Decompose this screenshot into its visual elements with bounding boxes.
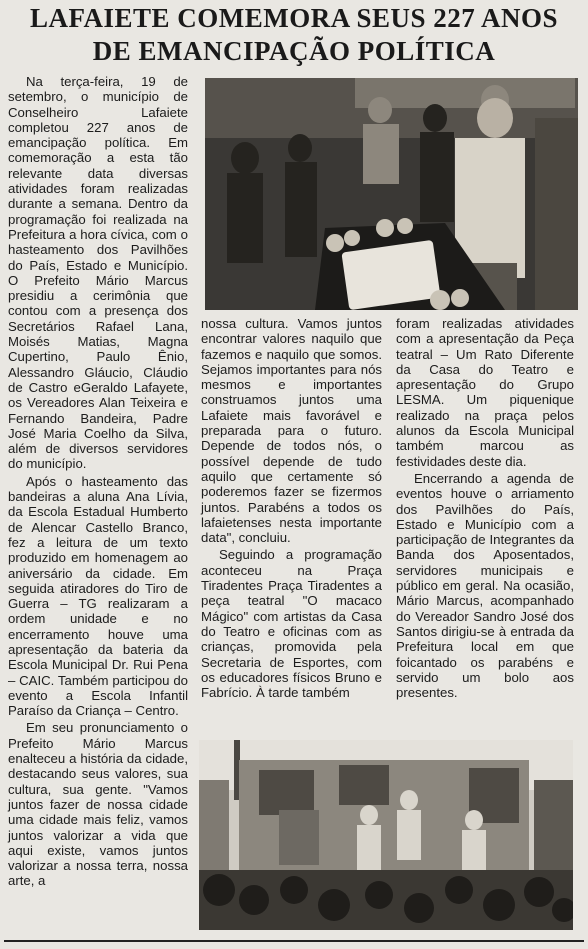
col2-paragraph-1: nossa cultura. Vamos juntos encontrar valores naquilo que fazemos e naquilo que somos. Sejamos importantes para nós mesmos e importantes construamos juntos uma Lafaiete mais favorável e preparada para o futuro. Depende de todos nós, o possível depende de tudo aquilo que certamente só poderemos fazer se fizermos juntos. Parabéns a todos os lafaietenses nesta importante data", concluiu. [201,316,382,546]
article-column-1 [8,74,188,926]
col1-paragraph-2: Após o hasteamento das bandeiras a aluna Ana Lívia, da Escola Estadual Humberto de Alencar Castello Branco, fez a leitura de um texto produzido em homenagem ao aniversário da cidade. Em seguida atiradores do Tiro de Guerra – TG realizaram a ordem unidade e no encerramento houve uma apresentação da bateria da Escola Municipal Dr. Rui Pena – CAIC. Também participou do evento a Escola Infantil Paraíso da Criança – Centro. [8,473,188,719]
page-bottom-rule [4,940,584,942]
theater-play-photo [199,740,573,930]
headline-line-2: DE EMANCIPAÇÃO POLÍTICA [92,36,496,66]
article-headline [8,2,580,68]
cake-celebration-photo [205,78,578,310]
headline-line-1: LAFAIETE COMEMORA SEUS 227 ANOS [29,3,559,33]
col3-paragraph-2: Encerrando a agenda de eventos houve o arriamento dos Pavilhões do País, Estado e Município com a participação de Integrantes da Banda dos Aposentados, servidores municipais e público em geral. Na ocasião, Mário Marcus, acompanhado do Vereador Sandro José dos Santos dirigiu-se à entrada da Prefeitura local em que foicantado os parabéns e servido um bolo aos presentes. [396,470,574,701]
col1-paragraph-3: Em seu pronunciamento o Prefeito Mário Marcus enalteceu a história da cidade, destacando seus valores, sua cultura, sua gente. "Vamos juntos fazer de nossa cidade uma cidade mais feliz, vamos juntos valorizar a vida que aqui existe, vamos juntos valorizar a nossa terra, nossa arte, a [8,720,188,889]
col2-paragraph-2: Seguindo a programação aconteceu na Praça Tiradentes Praça Tiradentes a peça teatral "O macaco Mágico" com artistas da Casa do Teatro e oficinas com as crianças, promovida pela Secretaria de Esportes, com os educadores físicos Bruno e Fabrício. À tarde também [201,547,382,701]
article-column-3 [396,316,574,736]
col3-paragraph-1: foram realizadas atividades com a apresentação da Peça teatral – Um Rato Diferente da Casa do Teatro e apresentação do Grupo LESMA. Um piquenique realizado na praça pelos alunos da Escola Municipal também marcou as festividades deste dia. [396,316,574,469]
article-column-2 [201,316,382,736]
col1-paragraph-1: Na terça-feira, 19 de setembro, o município de Conselheiro Lafaiete completou 227 anos de emancipação política. Em comemoração a esta tão relevante data diversas atividades foram realizadas durante a semana. Dentro da programação foi realizada na Prefeitura a hora cívica, com o hasteamento dos Pavilhões do País, Estado e Município. O Prefeito Mário Marcus presidiu a cerimônia que contou com a presença dos Secretários Rafael Lana, Moisés Matias, Magna Cupertino, Paulo Ênio, Alessandro Gláucio, Cláudio de Castro eGeraldo Lafayete, os Vereadores Alan Teixeira e Fernando Bandeira, Padre José Maria Coelho da Silva, além de diversos servidores do município. [8,74,188,472]
